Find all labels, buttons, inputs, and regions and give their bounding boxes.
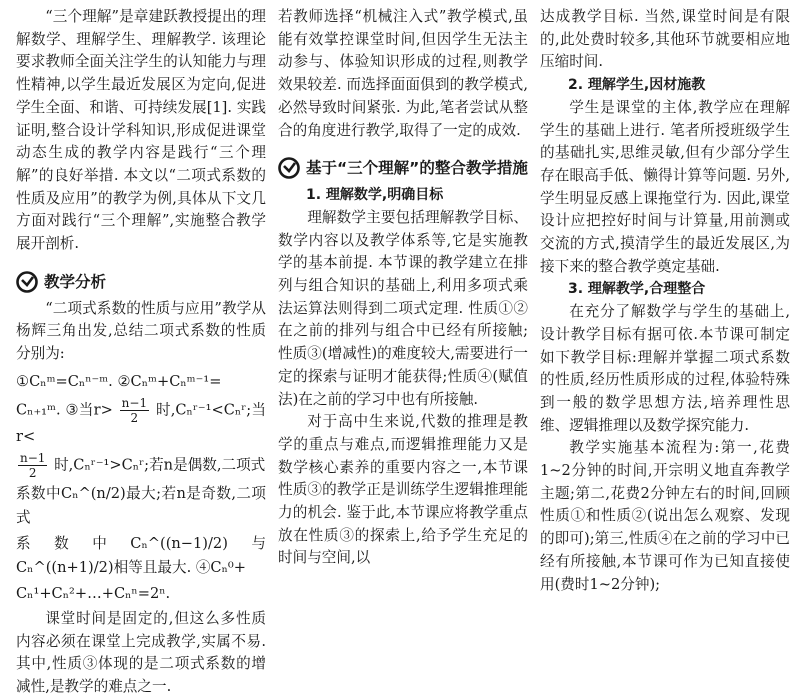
formula-text: Cₙ₊₁ᵐ. ③当r>: [16, 401, 113, 419]
formula-line: [16, 451, 266, 480]
formula-line: 系数中Cₙ^((n−1)/2)与Cₙ^((n+1)/2)相等且最大. ④Cₙ⁰+: [16, 534, 266, 576]
subsection-title: 3. 理解教学,合理整合: [568, 281, 706, 298]
teaching-flow-paragraph: 教学实施基本流程为:第一,花费1~2分钟的时间,开宗明义地直奔教学主题;第二,花费2分钟左右的时间,回顾性质①和性质②(说出怎么观察、发现的即可);第三,性质④在之前的学习中已经有所接触,本节课可作为已知直接使用(费时1~2分钟);: [540, 439, 790, 593]
property-formulas: [16, 370, 266, 606]
understand-teaching-paragraph: 在充分了解数学与学生的基础上,设计教学目标有据可依.本节课可制定如下教学目标:理解并掌握二项式系数的性质,经历性质形成的过程,体验特殊到一般的数学思想方法,培养理性思维、逻辑推理以及数学探究能力.: [540, 303, 790, 434]
clock-arrow-icon: [16, 271, 38, 293]
formula-line: 系数中Cₙ^(n/2)最大;若n是奇数,二项式: [16, 484, 266, 526]
formula-text: 时,Cₙʳ⁻¹>Cₙʳ;若n是偶数,二项式: [54, 456, 266, 474]
fraction-denominator: 2: [28, 465, 37, 480]
intro-paragraph: “三个理解”是章建跃教授提出的理解数学、理解学生、理解教学. 该理论要求教师全面关注学生的认知能力与理性精神,以学生最近发展区为定向,促进学生全面、和谐、可持续发展[1]. 实践证明,整合设计学科知识,形成促进课堂动态生成的教学内容是践行“三个理解”的良好举措. 本文以“二项式系数的性质及应用”的教学为例,具体从下文几方面对践行“三个理解”,实施整合教学展开剖析.: [16, 8, 266, 253]
column-left: [16, 6, 266, 699]
algebra-paragraph: 对于高中生来说,代数的推理是教学的重点与难点,而逻辑推理能力又是数学核心素养的重要内容之一,本节课性质③的教学正是训练学生逻辑推理能力的机会. 鉴于此,本节课应将教学重点放在性质③的探索上,给予学生充足的时间与空间,以: [278, 413, 528, 567]
fraction-numerator: n−1: [121, 395, 148, 410]
section-heading-measures: [278, 156, 528, 180]
fraction: [18, 451, 47, 480]
column-right: [540, 6, 790, 596]
column-middle: [278, 6, 528, 570]
analysis-paragraph: “二项式系数的性质与应用”教学从杨辉三角出发,总结二项式系数的性质分别为:: [16, 299, 266, 363]
section-title: 基于“三个理解”的整合教学措施: [306, 159, 528, 178]
section-heading-analysis: [16, 270, 266, 294]
fraction-numerator: n−1: [20, 450, 46, 465]
subsection-title: 1. 理解数学,明确目标: [306, 187, 444, 204]
understand-math-paragraph: 理解数学主要包括理解教学目标、数学内容以及教学体系等,它是实施教学的基本前提. 本节课的教学建立在排列与组合知识的基础上,利用多项式乘法运算法则得到二项式定理. 性质①②在之前的排列与组合中已经有所接触;性质③(增减性)的难度较大,需要进行一定的探索与证明才能获得;性质④(赋值法)在之前的学习中也有所接触.: [278, 208, 528, 408]
fraction: [120, 396, 149, 425]
continuation-paragraph: 达成教学目标. 当然,课堂时间是有限的,此处费时较多,其他环节就要相应地压缩时间.: [540, 8, 790, 71]
formula-line: [16, 396, 266, 449]
formula-line: ①Cₙᵐ=Cₙⁿ⁻ᵐ. ②Cₙᵐ+Cₙᵐ⁻¹=: [16, 372, 222, 390]
fraction-denominator: 2: [130, 410, 139, 425]
formula-text: 时,Cₙʳ⁻¹<Cₙʳ;当r<: [16, 401, 266, 445]
understand-students-paragraph: 学生是课堂的主体,教学应在理解学生的基础上进行. 笔者所授班级学生的基础扎实,思维灵敏,但有少部分学生存在眼高手低、懒得计算等问题. 另外,学生明显反感上课拖堂行为. 因此,课堂设计应把控好时间与计算量,用前测或交流的方式,摸清学生的最近发展区,为接下来的整合教学奠定基础.: [540, 98, 790, 275]
clock-arrow-icon: [278, 157, 300, 179]
formula-line: Cₙ¹+Cₙ²+…+Cₙⁿ=2ⁿ.: [16, 584, 171, 602]
time-paragraph: 课堂时间是固定的,但这么多性质内容必须在课堂上完成教学,实属不易. 其中,性质③体现的是二项式系数的增减性,是教学的难点之一.: [16, 609, 266, 695]
section-title: 教学分析: [44, 272, 107, 291]
continuation-paragraph: 若教师选择“机械注入式”教学模式,虽能有效掌控课堂时间,但因学生无法主动参与、体验知识形成的过程,则教学效果较差. 而选择面面俱到的教学模式,必然导致时间紧张. 为此,笔者尝试从整合的角度进行教学,取得了一定的成效.: [278, 8, 528, 139]
subsection-title: 2. 理解学生,因材施教: [568, 77, 706, 94]
